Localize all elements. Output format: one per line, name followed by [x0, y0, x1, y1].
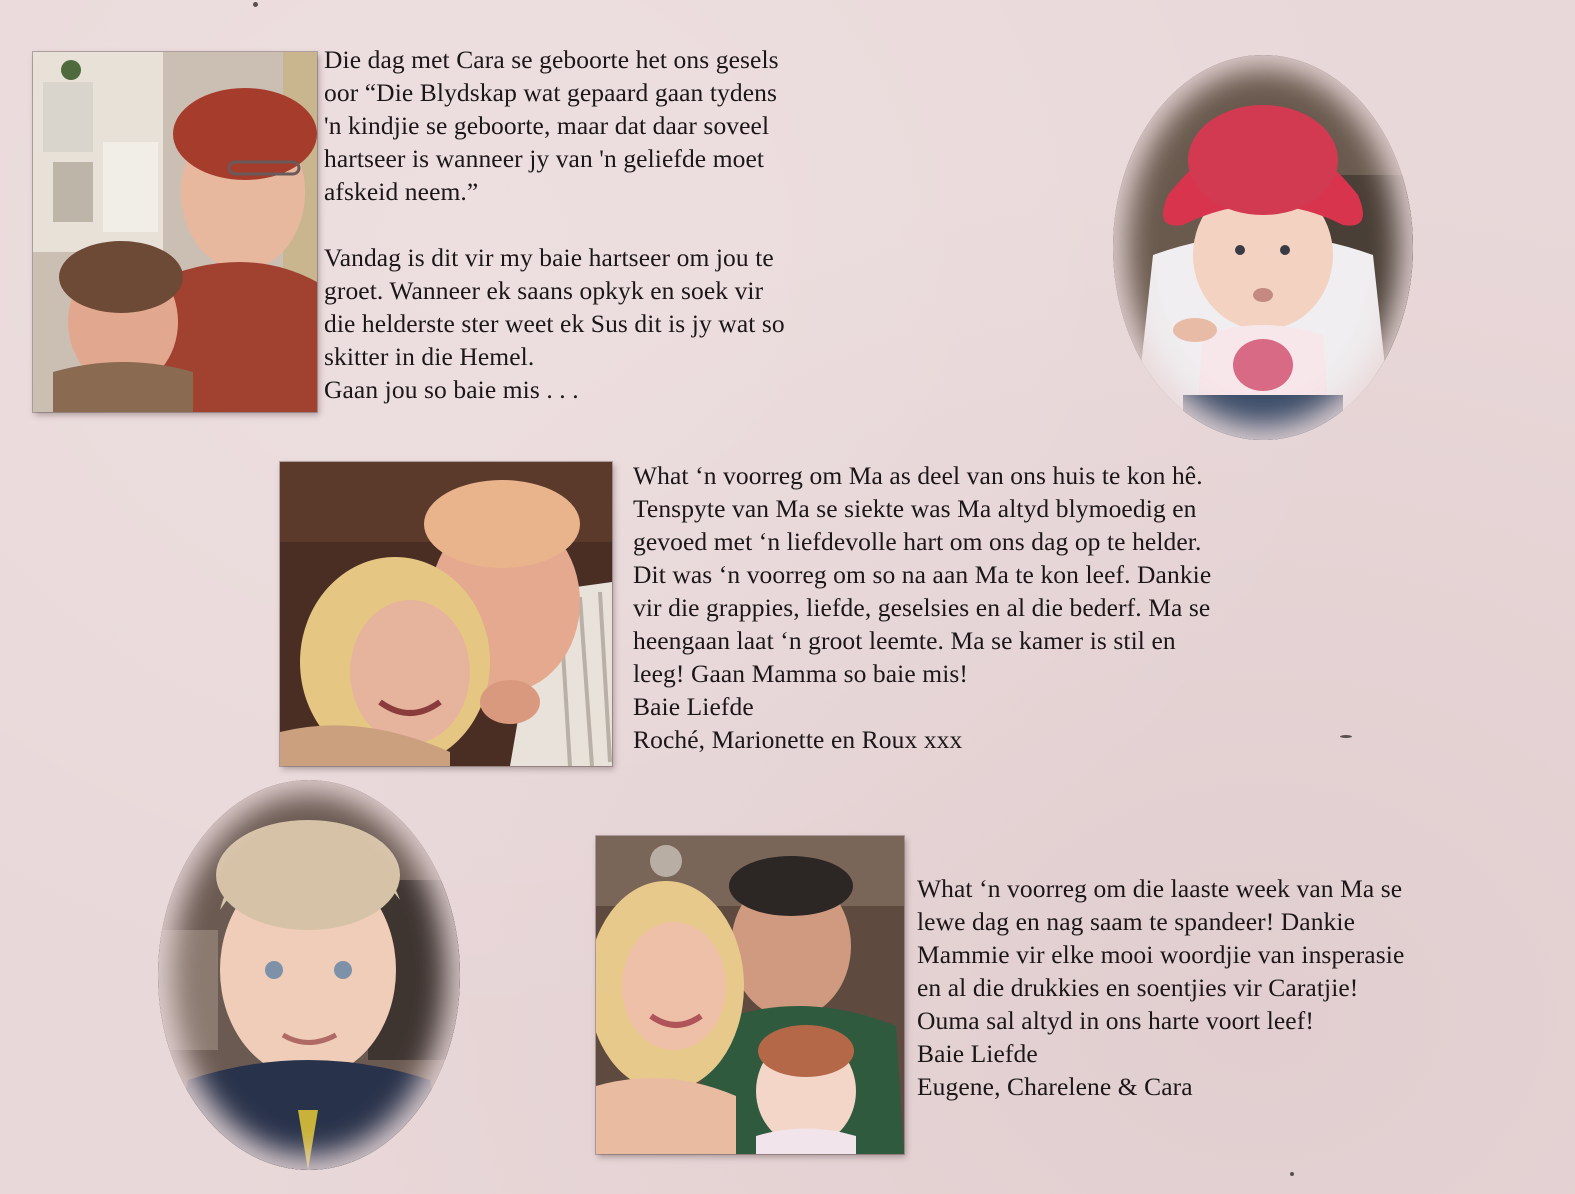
text-line: Baie Liefde: [633, 692, 754, 721]
text-block-cara-birth: [324, 43, 785, 406]
photo-family-eugene-charelene-cara: [596, 836, 904, 1154]
text-line: heengaan laat ‘n groot leemte. Ma se kamer is stil en: [633, 626, 1176, 655]
text-line: die helderste ster weet ek Sus dit is jy wat so: [324, 309, 785, 338]
photo-boy: [158, 780, 460, 1170]
text-line: What ‘n voorreg om die laaste week van Ma se: [917, 874, 1403, 903]
text-block-roche-marionette: [633, 459, 1211, 756]
text-line: Vandag is dit vir my baie hartseer om jou te: [324, 243, 774, 272]
paragraph-gap: [324, 208, 785, 241]
photo-family-eugene-charelene-cara-image: [596, 836, 904, 1154]
photo-baby-pink-hat: [1113, 55, 1413, 440]
text-line: Baie Liefde: [917, 1039, 1038, 1068]
text-line: skitter in die Hemel.: [324, 342, 535, 371]
text-line: hartseer is wanneer jy van 'n geliefde moet: [324, 144, 765, 173]
scan-speck: [1340, 735, 1352, 738]
text-line: Dit was ‘n voorreg om so na aan Ma te kon leef. Dankie: [633, 560, 1212, 589]
text-line: Gaan jou so baie mis . . .: [324, 375, 579, 404]
text-line: oor “Die Blydskap wat gepaard gaan tydens: [324, 78, 778, 107]
text-line: en al die drukkies en soentjies vir Caratjie!: [917, 973, 1359, 1002]
text-line: lewe dag en nag saam te spandeer! Dankie: [917, 907, 1356, 936]
text-line: leeg! Gaan Mamma so baie mis!: [633, 659, 968, 688]
text-line: vir die grappies, liefde, geselsies en al die bederf. Ma se: [633, 593, 1211, 622]
photo-boy-image: [158, 780, 460, 1170]
text-line: Mammie vir elke mooi woordjie van insperasie: [917, 940, 1405, 969]
text-line: Eugene, Charelene & Cara: [917, 1072, 1193, 1101]
text-line: groet. Wanneer ek saans opkyk en soek vir: [324, 276, 764, 305]
text-line: afskeid neem.”: [324, 177, 479, 206]
photo-baby-pink-hat-image: [1113, 55, 1413, 440]
text-line: What ‘n voorreg om Ma as deel van ons huis te kon hê.: [633, 461, 1203, 490]
text-line: Roché, Marionette en Roux xxx: [633, 725, 963, 754]
text-block-eugene-charelene: [917, 872, 1404, 1103]
text-line: gevoed met ‘n liefdevolle hart om ons dag op te helder.: [633, 527, 1202, 556]
photo-couple-roche-marionette: [280, 462, 612, 766]
scan-speck: [1290, 1172, 1294, 1176]
text-line: Die dag met Cara se geboorte het ons gesels: [324, 45, 779, 74]
scan-speck: [253, 2, 258, 7]
text-line: Ouma sal altyd in ons harte voort leef!: [917, 1006, 1314, 1035]
text-line: 'n kindjie se geboorte, maar dat daar soveel: [324, 111, 770, 140]
photo-couple-roche-marionette-image: [280, 462, 612, 766]
text-line: Tenspyte van Ma se siekte was Ma altyd blymoedig en: [633, 494, 1197, 523]
photo-two-women: [33, 52, 317, 412]
photo-two-women-image: [33, 52, 317, 412]
